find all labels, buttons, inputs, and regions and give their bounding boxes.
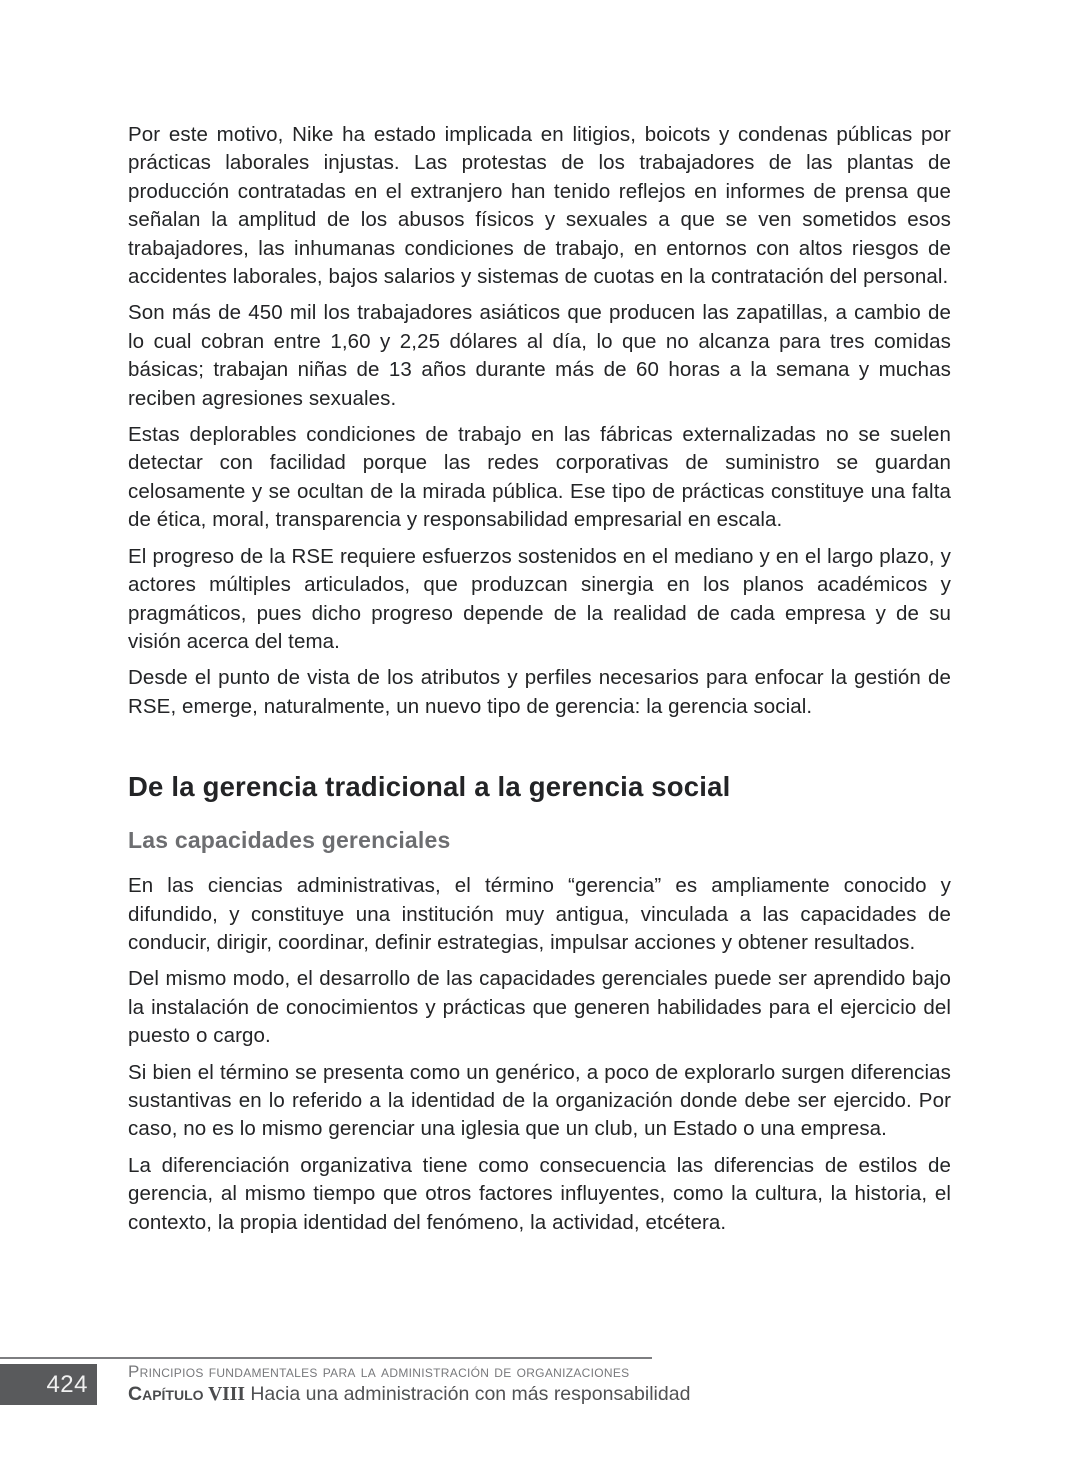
footer-chapter-line <box>128 1382 691 1407</box>
footer-series-title: Principios fundamentales para la administración de organizaciones <box>128 1362 630 1381</box>
body-paragraph: Del mismo modo, el desarrollo de las capacidades gerenciales puede ser aprendido bajo la instalación de conocimientos y prácticas que generen habilidades para el ejercicio del puesto o cargo. <box>128 967 951 1048</box>
text-column <box>128 0 951 1245</box>
subsection-heading: Las capacidades gerenciales <box>128 827 451 854</box>
chapter-label: Capítulo <box>128 1383 204 1405</box>
page-number: 424 <box>46 1370 88 1398</box>
body-paragraph: Estas deplorables condiciones de trabajo en las fábricas externalizadas no se suelen detectar con facilidad porque las redes corporativas de suministro se guardan celosamente y se ocultan de la mirada pública. Ese tipo de prácticas constituye una falta de ética, moral, transparencia y responsabilidad empresarial en escala. <box>128 423 951 532</box>
body-paragraph: Desde el punto de vista de los atributos y perfiles necesarios para enfocar la gestión de RSE, emerge, naturalmente, un nuevo tipo de gerencia: la gerencia social. <box>128 666 951 718</box>
footer-divider <box>0 1357 652 1359</box>
body-paragraph: La diferenciación organizativa tiene como consecuencia las diferencias de estilos de gerencia, al mismo tiempo que otros factores influyentes, como la cultura, la historia, el contexto, la propia identidad del fenómeno, la actividad, etcétera. <box>128 1153 951 1234</box>
body-paragraph: En las ciencias administrativas, el término “gerencia” es ampliamente conocido y difundido, y constituye una institución muy antigua, vinculada a las capacidades de conducir, dirigir, coordinar, definir estrategias, impulsar acciones y obtener resultados. <box>128 874 951 954</box>
chapter-number-value: VIII <box>208 1384 245 1405</box>
body-paragraph: El progreso de la RSE requiere esfuerzos sostenidos en el mediano y en el largo plazo, y actores múltiples articulados, que produzcan sinergia en los planos académicos y pragmáticos, pues dicho progreso depende de la realidad de cada empresa y de su visión acerca del tema. <box>128 544 951 653</box>
section-heading: De la gerencia tradicional a la gerencia social <box>128 771 731 803</box>
page-number-box <box>0 1364 97 1405</box>
body-paragraph: Si bien el término se presenta como un genérico, a poco de explorarlo surgen diferencias sustantivas en lo referido a la identidad de la organización donde debe ser ejercido. Por caso, no es lo mismo gerenciar una iglesia que un club, un Estado o una empresa. <box>128 1060 951 1141</box>
body-paragraph: Son más de 450 mil los trabajadores asiáticos que producen las zapatillas, a cambio de lo cual cobran entre 1,60 y 2,25 dólares al día, lo que no alcanza para tres comidas básicas; trabajan niñas de 13 años durante más de 60 horas a la semana y muchas reciben agresiones sexuales. <box>128 301 951 410</box>
footer <box>128 1362 691 1407</box>
body-paragraph: Por este motivo, Nike ha estado implicada en litigios, boicots y condenas públicas por prácticas laborales injustas. Las protestas de los trabajadores de las plantas de producción contratadas en el extranjero han tenido reflejos en informes de prensa que señalan la amplitud de los abusos físicos y sexuales a que se ven sometidos esos trabajadores, las inhumanas condiciones de trabajo, en entornos con altos riesgos de accidentes laborales, bajos salarios y sistemas de cuotas en la contratación del personal. <box>128 123 951 289</box>
chapter-title: Hacia una administración con más responsabilidad <box>244 1383 691 1405</box>
